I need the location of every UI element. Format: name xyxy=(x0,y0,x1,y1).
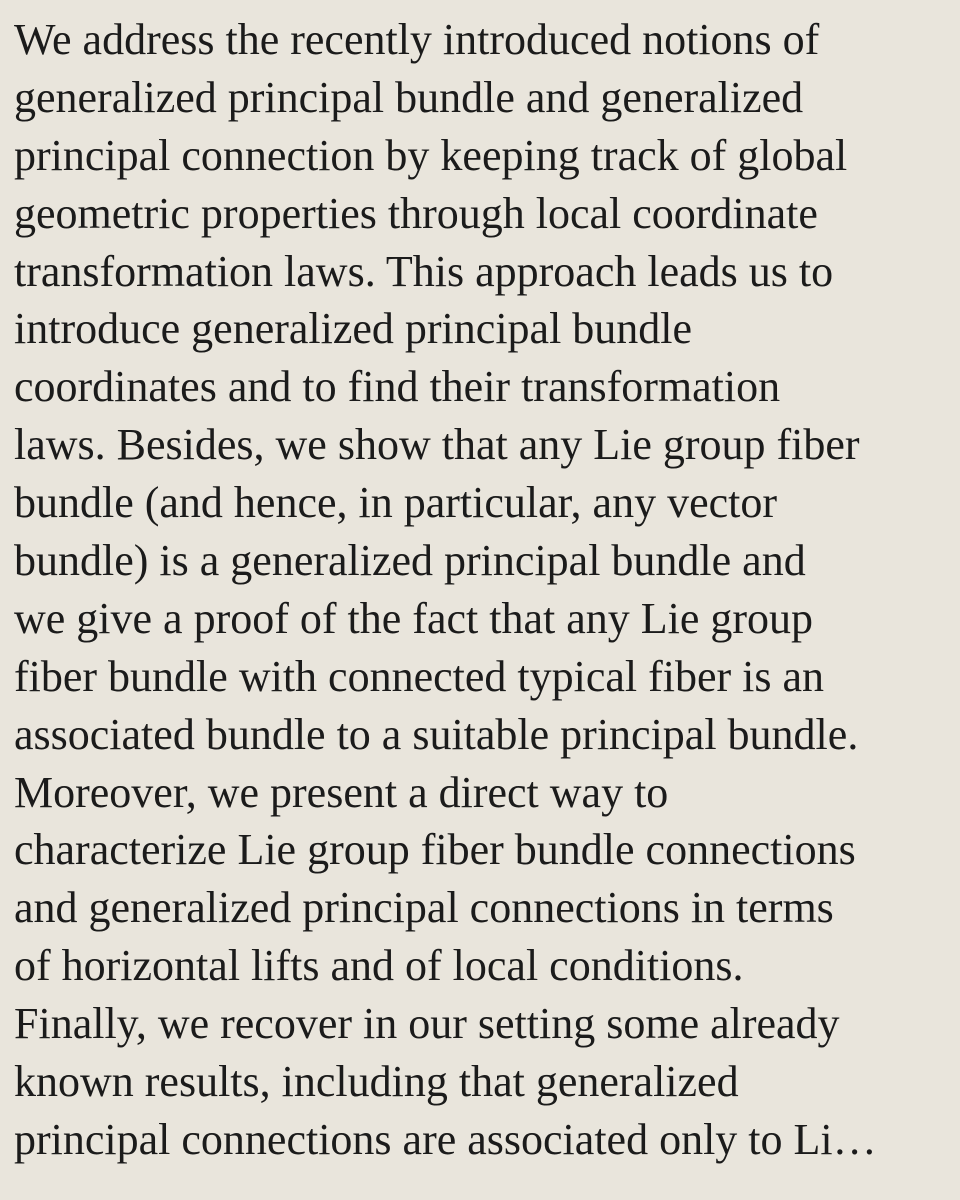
abstract-line: known results, including that generalized xyxy=(14,1057,739,1107)
abstract-line: generalized principal bundle and generalized xyxy=(14,72,804,122)
abstract-line: laws. Besides, we show that any Lie group fiber xyxy=(14,420,860,470)
abstract-line: Finally, we recover in our setting some already xyxy=(14,999,840,1049)
abstract-line: and generalized principal connections in terms xyxy=(14,883,834,933)
abstract-line: We address the recently introduced notions of xyxy=(14,15,820,64)
abstract-line: bundle) is a generalized principal bundle and xyxy=(14,536,806,586)
abstract-line: fiber bundle with connected typical fiber is an xyxy=(14,651,825,701)
abstract-line: of horizontal lifts and of local conditions. xyxy=(14,941,744,991)
abstract-line: principal connection by keeping track of global xyxy=(14,130,848,180)
abstract-line: associated bundle to a suitable principal bundle. xyxy=(14,709,859,759)
abstract-line: geometric properties through local coordinate xyxy=(14,188,818,238)
abstract-line: coordinates and to find their transformation xyxy=(14,362,781,412)
abstract-line: we give a proof of the fact that any Lie group xyxy=(14,593,814,643)
abstract-line: characterize Lie group fiber bundle connections xyxy=(14,825,856,875)
abstract-line: introduce generalized principal bundle xyxy=(14,304,693,354)
abstract-line: principal connections are associated only to Li… xyxy=(14,1114,877,1164)
abstract-line: Moreover, we present a direct way to xyxy=(14,767,669,817)
abstract-line: bundle (and hence, in particular, any vector xyxy=(14,478,778,528)
abstract-line: transformation laws. This approach leads us to xyxy=(14,246,834,296)
abstract-text xyxy=(14,11,960,1169)
